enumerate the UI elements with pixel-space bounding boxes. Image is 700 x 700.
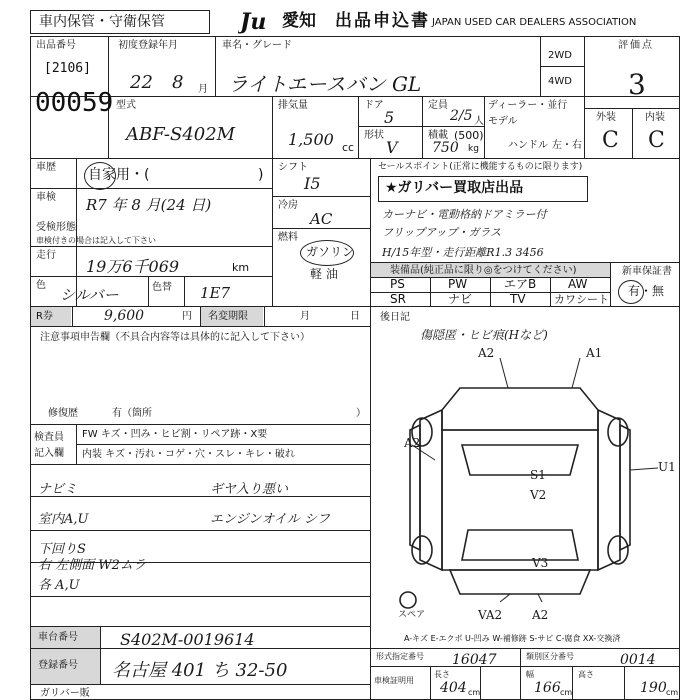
- selling-points-label: セールスポイント(正常に機能するものに限ります): [378, 162, 583, 172]
- diagram-v3: V3: [532, 556, 549, 570]
- doors-value: 5: [384, 108, 395, 127]
- type-value: ABF-S402M: [126, 124, 236, 145]
- gulliver-box: [378, 176, 588, 202]
- entry-label: 記入欄: [34, 448, 64, 459]
- caution-label: 注意事項申告欄（不具合内容等は具体的に記入して下さい）: [40, 332, 310, 343]
- formula-label: 形式指定番号: [376, 652, 424, 661]
- exterior-grade: C: [602, 128, 619, 153]
- width-unit: cm: [560, 688, 573, 697]
- remark-right-1: ギヤ入り悪い: [210, 482, 289, 497]
- equip-pw: PW: [448, 277, 468, 291]
- doors-label: ドア: [364, 100, 384, 111]
- length-value: 404: [440, 680, 467, 696]
- diagram-legend: A-キズ E-エクボ U-凹み W-補修跡 S-サビ C-腐食 XX-交換済: [404, 634, 621, 643]
- repair-value: 有（箇所: [112, 408, 152, 419]
- remark-2: 室内A,U: [38, 512, 89, 527]
- rear-seat-note: 傷隠匿・ヒビ痕(Hなど): [420, 328, 548, 342]
- remark-1: ナビミ: [38, 482, 78, 497]
- handle-options: 左・右: [552, 140, 582, 151]
- diagram-va2-bottom: VA2: [478, 608, 503, 622]
- chassis-label: 車台番号: [38, 632, 78, 643]
- storage-box: [30, 10, 210, 34]
- ac-label: 冷房: [278, 200, 298, 211]
- history-label: 車歴: [36, 162, 56, 173]
- history-end: ): [258, 167, 264, 183]
- equip-leather: カワシート: [554, 293, 609, 306]
- formula-value: 16047: [452, 652, 497, 668]
- shift-label: シフト: [278, 162, 308, 173]
- drive-2wd: 2WD: [548, 50, 572, 61]
- score-label: 評価点: [618, 40, 654, 51]
- height-value: 190: [640, 680, 667, 696]
- history-value: 自家用・(: [88, 167, 150, 183]
- load-value: 750: [432, 140, 459, 156]
- ac-value: AC: [310, 210, 333, 228]
- length-label: 長さ: [434, 670, 450, 679]
- spare-label: スペア: [398, 610, 426, 620]
- length-unit: cm: [468, 688, 481, 697]
- load-unit: kg: [468, 144, 479, 154]
- dealer-label: ディーラー・並行: [488, 100, 568, 111]
- gulliver-label: ★ガリバー買取店出品: [385, 180, 524, 196]
- name-change-label: 名変期限: [208, 311, 248, 322]
- checker-label: 検査員: [34, 432, 64, 443]
- fuel-value: ガソリン: [306, 245, 355, 259]
- lot-number: 00059: [35, 88, 114, 118]
- remark-right-2: エンジンオイル シフ: [210, 512, 330, 527]
- load-label: 積載: [428, 130, 448, 141]
- warranty-label: 新車保証書: [622, 266, 672, 277]
- drive-4wd: 4WD: [548, 76, 572, 87]
- plate-label: 登録番号: [38, 660, 78, 671]
- lot-label: 出品番号: [36, 40, 76, 51]
- diagram-u1-right: U1: [658, 460, 676, 474]
- warranty-options: 有・無: [628, 284, 665, 298]
- model-year-label: モデル: [488, 116, 518, 127]
- reg-year-label: 初度登録年月: [118, 40, 178, 51]
- model-label: 車名・グレード: [222, 40, 292, 51]
- equip-label: 装備品(純正品に限り◎をつけてください): [390, 265, 577, 276]
- score-value: 3: [628, 68, 646, 101]
- diagram-a2-top: A2: [478, 346, 495, 360]
- capacity-label: 定員: [428, 100, 448, 111]
- displacement-value: 1,500: [288, 130, 334, 149]
- exterior-label: 外装: [596, 112, 616, 123]
- ju-logo-icon: [238, 8, 286, 34]
- model-value: ライトエースバン GL: [228, 72, 422, 96]
- shaken-note: 車検付きの場合は記入して下さい: [36, 236, 156, 245]
- fuel-circle-icon: [300, 240, 354, 266]
- mileage-value: 19万6千069: [86, 257, 180, 276]
- diagram-a1-top: A1: [586, 346, 603, 360]
- shaken-label: 受検形態: [36, 222, 76, 233]
- plate-value: 名古屋 401 ち 32-50: [112, 660, 288, 681]
- shift-value: I5: [304, 174, 321, 193]
- recycle-unit: 円: [182, 311, 192, 322]
- color-code: 1E7: [200, 284, 231, 302]
- category-value: 0014: [620, 652, 656, 668]
- height-label: 高さ: [578, 670, 594, 679]
- reg-year-value: 22: [130, 72, 153, 93]
- org-name: 愛知: [282, 11, 316, 31]
- selling-note-3: H/15年型・走行距離R1.3 3456: [382, 246, 544, 259]
- shaken-cert-label: 車検証明用: [374, 676, 414, 685]
- fw-row: FW キズ・凹み・ヒビ割・リペア跡・X要: [82, 429, 268, 440]
- remark-5: 各 A,U: [38, 578, 80, 593]
- equip-aw: AW: [568, 277, 588, 291]
- shape-value: V: [386, 138, 398, 157]
- width-label: 幅: [526, 670, 534, 679]
- warranty-circle-icon: [618, 280, 644, 304]
- diagram-v2: V2: [530, 488, 547, 502]
- recycle-value: 9,600: [104, 308, 145, 324]
- interior-label: 内装: [645, 112, 665, 123]
- form-title: 出品申込書: [335, 11, 430, 31]
- lot-code: [2106]: [44, 61, 91, 76]
- equip-navi: ナビ: [448, 292, 473, 306]
- color-value: シルバー: [60, 286, 119, 304]
- interior-grade: C: [648, 128, 665, 153]
- capacity-value: 2/5: [450, 108, 473, 124]
- footer-stamp: ガリバー販: [40, 688, 90, 699]
- history-circle-icon: [84, 162, 116, 190]
- repair-label: 修復歴: [48, 408, 78, 419]
- equip-airbag: エアB: [504, 277, 537, 291]
- logo-letters: Ju: [240, 9, 267, 34]
- fuel-alt: 軽 油: [310, 267, 338, 281]
- selling-note-1: カーナビ・電動格納ドアミラー付: [382, 208, 547, 221]
- cc-unit: cc: [342, 141, 355, 154]
- fuel-label: 燃料: [278, 232, 298, 243]
- height-unit: cm: [666, 688, 679, 697]
- remark-4: 右 左側面 W2ムラ: [38, 558, 146, 573]
- diagram-a2-bottom: A2: [532, 608, 549, 622]
- type-label: 型式: [116, 100, 136, 111]
- load-extra: (500): [454, 129, 484, 142]
- width-value: 166: [534, 680, 561, 696]
- inspection-label: 車検: [36, 192, 56, 203]
- displacement-label: 排気量: [278, 100, 308, 111]
- reg-month-value: 8: [172, 72, 184, 93]
- color-change-label: 色替: [152, 282, 172, 293]
- equip-ps: PS: [390, 277, 405, 291]
- diagram-a2-left: A2: [404, 436, 421, 450]
- rear-seat-label: 後日記: [380, 312, 410, 323]
- ju-logo: [238, 8, 286, 34]
- mileage-label: 走行: [36, 250, 56, 261]
- color-label: 色: [36, 280, 46, 291]
- inspection-value: R7 年 8 月(24 日): [86, 196, 212, 214]
- capacity-unit: 人: [474, 116, 484, 127]
- handle-label: ハンドル: [508, 140, 548, 151]
- association-name: JAPAN USED CAR DEALERS ASSOCIATION: [432, 17, 637, 28]
- interior-row: 内装 キズ・汚れ・コゲ・穴・スレ・キレ・破れ: [82, 449, 295, 460]
- remark-3: 下回りS: [38, 542, 86, 557]
- category-label: 類別区分番号: [526, 652, 574, 661]
- reg-month-unit: 月: [198, 84, 208, 95]
- equip-sr: SR: [390, 292, 406, 306]
- storage-label: 車内保管・守衛保管: [39, 14, 165, 30]
- selling-note-2: フリップアップ・ガラス: [382, 226, 502, 239]
- name-change-month: 月: [300, 311, 310, 322]
- mileage-unit: km: [232, 261, 250, 274]
- equip-tv: TV: [510, 292, 526, 306]
- recycle-label: R券: [36, 311, 53, 322]
- diagram-s1: S1: [530, 468, 546, 482]
- shape-label: 形状: [364, 130, 384, 141]
- car-diagram-icon: [380, 350, 680, 620]
- chassis-value: S402M-0019614: [120, 630, 255, 649]
- name-change-day: 日: [350, 311, 360, 322]
- repair-end: ）: [356, 408, 366, 419]
